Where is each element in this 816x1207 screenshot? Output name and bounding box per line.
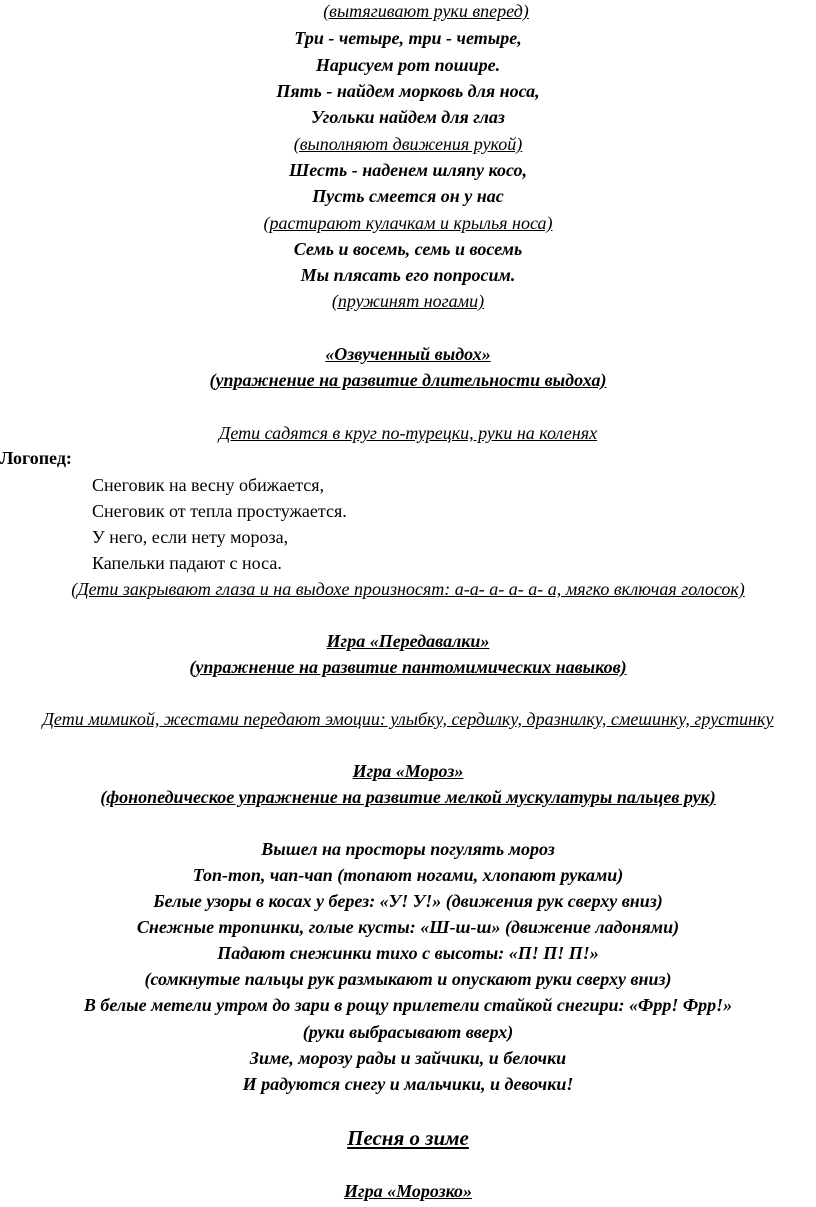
speaker-label: Логопед:	[0, 448, 72, 468]
verse-line: (сомкнутые пальцы рук размыкают и опускают руки сверху вниз)	[144, 969, 672, 989]
section-title: Игра «Мороз»	[352, 761, 464, 781]
instruction: Дети садятся в круг по-турецки, руки на коленях	[218, 423, 598, 443]
poem-line: Семь и восемь, семь и восемь	[293, 239, 523, 259]
poem-line: Шесть - наденем шляпу косо,	[289, 160, 527, 180]
verse-line: Вышел на просторы погулять мороз	[261, 839, 555, 859]
stage-direction: (растирают кулачкам и крылья носа)	[263, 213, 553, 233]
poem-line: Нарисуем рот пошире.	[315, 55, 501, 75]
verse-line: Топ-топ, чап-чап (топают ногами, хлопают руками)	[192, 865, 624, 885]
section-title: «Озвученный выдох»	[325, 344, 491, 364]
verse-line: В белые метели утром до зари в рощу прилетели стайкой снегири: «Фрр! Фрр!»	[83, 995, 733, 1015]
section-subtitle: (фонопедическое упражнение на развитие мелкой мускулатуры пальцев рук)	[100, 787, 716, 807]
instruction: Дети мимикой, жестами передают эмоции: улыбку, сердилку, дразнилку, смешинку, грустинку	[42, 709, 774, 729]
poem-line: Пять - найдем морковь для носа,	[276, 81, 540, 101]
verse-line: Снеговик от тепла простужается.	[92, 501, 347, 521]
section-title: Игра «Передавалки»	[326, 631, 490, 651]
verse-line: И радуются снегу и мальчики, и девочки!	[242, 1074, 574, 1094]
section-title: Игра «Морозко»	[343, 1181, 473, 1201]
poem-line: Три - четыре, три - четыре,	[294, 28, 522, 48]
verse-line: Капельки падают с носа.	[92, 553, 282, 573]
section-subtitle: (упражнение на развитие пантомимических навыков)	[189, 657, 627, 677]
verse-line: У него, если нету мороза,	[92, 527, 289, 547]
verse-line: Снеговик на весну обижается,	[92, 475, 325, 495]
verse-line: Белые узоры в косах у берез: «У! У!» (движения рук сверху вниз)	[153, 891, 663, 911]
stage-direction: (вытягивают руки вперед)	[323, 1, 529, 21]
song-title: Песня о зиме	[347, 1126, 469, 1150]
stage-direction: (выполняют движения рукой)	[293, 134, 523, 154]
verse-line: Снежные тропинки, голые кусты: «Ш-ш-ш» (движение ладонями)	[136, 917, 680, 937]
stage-direction: (пружинят ногами)	[331, 291, 485, 311]
verse-line: Падают снежинки тихо с высоты: «П! П! П!»	[217, 943, 599, 963]
section-subtitle: (упражнение на развитие длительности выдоха)	[209, 370, 607, 390]
verse-line: Зиме, морозу рады и зайчики, и белочки	[249, 1048, 567, 1068]
verse-line: (руки выбрасывают вверх)	[302, 1022, 514, 1042]
poem-line: Угольки найдем для глаз	[311, 107, 505, 127]
poem-line: Пусть смеется он у нас	[312, 186, 504, 206]
stage-direction: (Дети закрывают глаза и на выдохе произносят: а-а- а- а- а- а, мягко включая голосок)	[71, 579, 745, 599]
poem-line: Мы плясать его попросим.	[300, 265, 516, 285]
